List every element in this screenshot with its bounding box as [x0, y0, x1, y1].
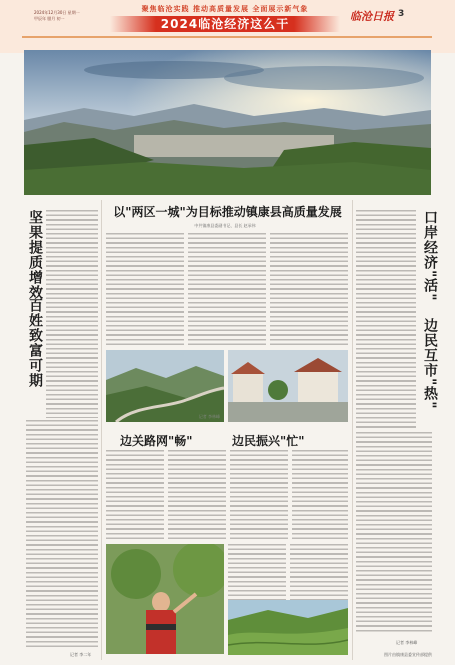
paper-name: 临沧日报 — [350, 10, 394, 23]
page-number: 3 — [398, 9, 405, 19]
center-text-col-3 — [270, 233, 348, 345]
header-series: 聚焦临沧实践 推动高质量发展 全面展示新气象 — [141, 5, 309, 13]
mid-section-title-1: 边关路网"畅" — [120, 434, 193, 448]
page-header — [0, 0, 455, 53]
left-text-bottom — [26, 420, 98, 650]
right-heading-1: 口岸经济"活" — [422, 210, 438, 302]
mid-section-title-2: 边民振兴"忙" — [232, 434, 305, 448]
header-dates — [34, 10, 104, 22]
mountain-road-photo — [106, 350, 224, 422]
right-text-top — [356, 210, 416, 428]
center-article-title: 以"两区一城"为目标推动镇康县高质量发展 — [113, 205, 342, 219]
right-heading-2: 边民互市"热" — [422, 318, 438, 410]
left-text-top — [46, 210, 98, 418]
column-divider-left — [101, 200, 102, 660]
tea-plantation-photo — [228, 600, 348, 655]
mid-photo-caption: 记者 李林峰 — [198, 414, 220, 419]
mid-text-col-1 — [106, 450, 164, 540]
column-divider-right — [352, 200, 353, 660]
header-title: 2024临沧经济这么干 — [110, 16, 340, 32]
left-heading-2: 百姓致富可期 — [27, 298, 43, 388]
left-heading-1: 坚果提质增效 — [27, 210, 43, 300]
tea-picker-photo — [106, 544, 224, 654]
right-author: 记者 李林峰 — [396, 640, 418, 645]
center-text-col-1 — [106, 233, 184, 345]
header-date-1: 2024年12月30日 星期一 — [34, 10, 80, 15]
left-author: 记者 李二年 — [70, 652, 92, 657]
header-rule — [22, 36, 432, 38]
village-street-photo — [228, 350, 348, 422]
mid-text-col-2 — [168, 450, 226, 540]
center-text-col-2 — [188, 233, 266, 345]
hero-photo-county-landscape — [24, 50, 431, 195]
footer-note: 图片由镇康县委宣传部提供 — [384, 652, 432, 657]
header-date-2: 甲辰年 腊月 初一 — [34, 16, 65, 21]
center-article-byline: 中共镇康县委副书记、县长 赵承伟 — [194, 223, 256, 228]
mid-text-col-4 — [292, 450, 348, 540]
mid-text-col-3 — [230, 450, 288, 540]
right-text-bottom — [356, 432, 432, 632]
